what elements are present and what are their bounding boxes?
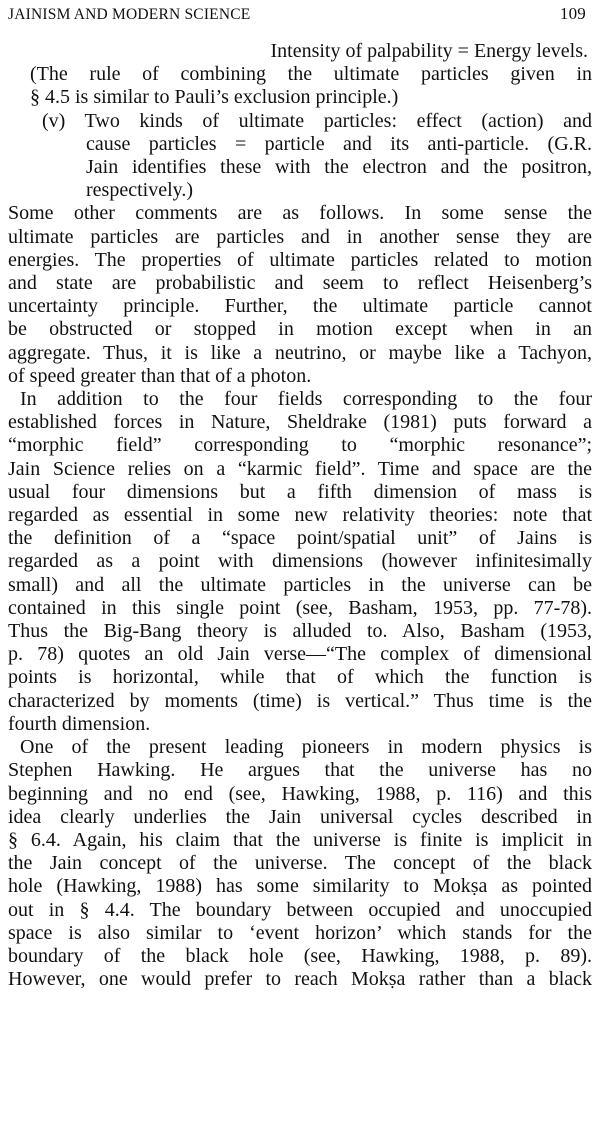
text-line: and state are probabilistic and seem to reflect Heisenberg’s bbox=[8, 272, 592, 295]
text-line: (v) Two kinds of ultimate particles: effect (action) and bbox=[42, 109, 592, 132]
text-line: regarded as essential in some new relativity theories: note that bbox=[8, 504, 592, 527]
text-line: However, one would prefer to reach Mokṣa rather than a black bbox=[8, 968, 592, 991]
text-line: Thus the Big-Bang theory is alluded to. Also, Basham (1953, bbox=[8, 620, 592, 643]
text-line: usual four dimensions but a fifth dimension of mass is bbox=[8, 480, 592, 503]
page-number: 109 bbox=[559, 4, 586, 23]
text-line: In addition to the four fields corresponding to the four bbox=[20, 388, 592, 411]
paragraph bbox=[8, 202, 592, 388]
text-line: points is horizontal, while that of which the function is bbox=[8, 666, 592, 689]
text-line: uncertainty principle. Further, the ultimate particle cannot bbox=[8, 295, 592, 318]
text-line: idea clearly underlies the Jain universal cycles described in bbox=[8, 805, 592, 828]
text-line: of speed greater than that of a photon. bbox=[8, 364, 312, 387]
text-line: characterized by moments (time) is vertical.” Thus time is the bbox=[8, 689, 592, 712]
running-head bbox=[8, 4, 592, 40]
text-line: the definition of a “space point/spatial unit” of Jains is bbox=[8, 527, 592, 550]
text-line: beginning and no end (see, Hawking, 1988, p. 116) and this bbox=[8, 782, 592, 805]
text-line: (The rule of combining the ultimate particles given in bbox=[30, 63, 592, 86]
paragraph bbox=[8, 388, 592, 736]
text-line: “morphic field” corresponding to “morphic resonance”; bbox=[8, 434, 592, 457]
text-line: ultimate particles are particles and in another sense they are bbox=[8, 225, 592, 248]
text-line: contained in this single point (see, Basham, 1953, pp. 77-78). bbox=[8, 596, 592, 619]
text-line: regarded as a point with dimensions (however infinitesimally bbox=[8, 550, 592, 573]
text-line: out in § 4.4. The boundary between occupied and unoccupied bbox=[8, 898, 592, 921]
text-line: One of the present leading pioneers in modern physics is bbox=[20, 736, 592, 759]
equation-line: Intensity of palpability = Energy levels. bbox=[270, 40, 588, 62]
text-line: be obstructed or stopped in motion except when in an bbox=[8, 318, 592, 341]
text-line: respectively.) bbox=[86, 179, 193, 202]
text-line: cause particles = particle and its anti-particle. (G.R. bbox=[86, 132, 592, 155]
text-line: fourth dimension. bbox=[8, 712, 151, 735]
text-line: § 4.5 is similar to Pauli’s exclusion principle.) bbox=[30, 86, 399, 109]
rule-note bbox=[8, 63, 592, 109]
text-line: established forces in Nature, Sheldrake (1981) puts forward a bbox=[8, 411, 592, 434]
text-line: hole (Hawking, 1988) has some similarity to Mokṣa as pointed bbox=[8, 875, 592, 898]
text-line: Stephen Hawking. He argues that the universe has no bbox=[8, 759, 592, 782]
list-item-v bbox=[8, 110, 592, 203]
running-title: JAINISM AND MODERN SCIENCE bbox=[8, 6, 251, 23]
text-line: energies. The properties of ultimate particles related to motion bbox=[8, 248, 592, 271]
text-line: Jain Science relies on a “karmic field”. Time and space are the bbox=[8, 457, 592, 480]
text-line: p. 78) quotes an old Jain verse—“The complex of dimensional bbox=[8, 643, 592, 666]
text-line: the Jain concept of the universe. The concept of the black bbox=[8, 852, 592, 875]
text-line: § 6.4. Again, his claim that the universe is finite is implicit in bbox=[8, 828, 592, 851]
page-body bbox=[8, 40, 592, 991]
text-line: space is also similar to ‘event horizon’ which stands for the bbox=[8, 921, 592, 944]
text-line: small) and all the ultimate particles in the universe can be bbox=[8, 573, 592, 596]
text-line: Jain identifies these with the electron and the positron, bbox=[86, 156, 592, 179]
paragraph bbox=[8, 736, 592, 991]
text-line: aggregate. Thus, it is like a neutrino, or maybe like a Tachyon, bbox=[8, 341, 592, 364]
text-line: Some other comments are as follows. In some sense the bbox=[8, 202, 592, 225]
text-line: boundary of the black hole (see, Hawking, 1988, p. 89). bbox=[8, 944, 592, 967]
